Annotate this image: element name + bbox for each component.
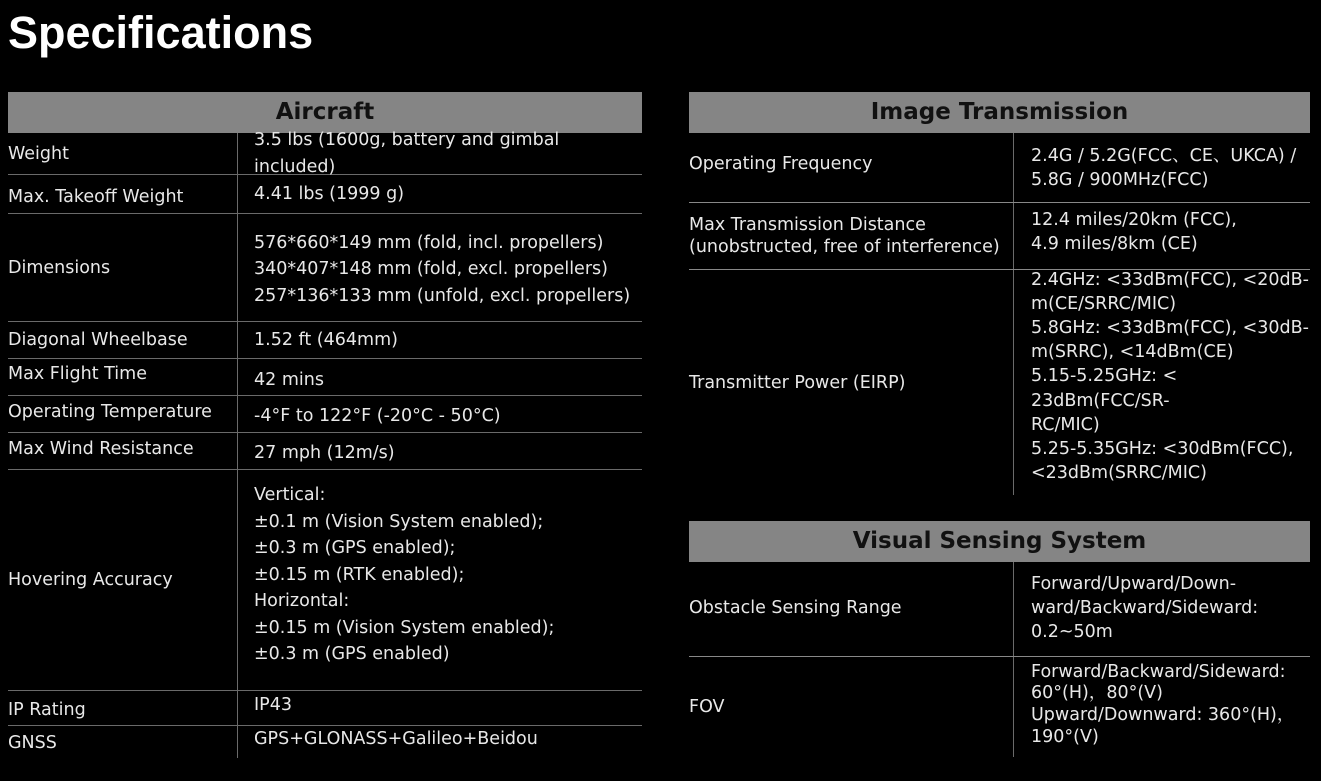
spec-value-line: m(CE/SRRC/MIC) xyxy=(1031,293,1177,314)
spec-label-line: Obstacle Sensing Range xyxy=(689,598,902,618)
spec-value-line: 0.2~50m xyxy=(1031,622,1113,642)
spec-value-line: Horizontal: xyxy=(254,591,350,612)
table-row xyxy=(689,270,1310,495)
spec-value-line: Forward/Upward/Down- xyxy=(1031,574,1237,594)
spec-label: Diagonal Wheelbase xyxy=(8,322,238,358)
table-row xyxy=(8,214,642,322)
spec-value-line: 42 mins xyxy=(254,369,324,390)
spec-value-line: 2.4GHz: <33dBm(FCC), <20dB- xyxy=(1031,269,1309,290)
table-row xyxy=(8,130,642,177)
spec-label-line: Transmitter Power (EIRP) xyxy=(689,372,906,393)
spec-value-line: 190°(V) xyxy=(1031,726,1099,747)
spec-value-line: 2.4G / 5.2G(FCC、CE、UKCA) / xyxy=(1031,145,1297,166)
spec-value xyxy=(238,691,642,725)
spec-value-line: 5.25-5.35GHz: <30dBm(FCC), xyxy=(1031,439,1294,460)
table-row xyxy=(8,359,642,396)
spec-value xyxy=(238,130,642,177)
spec-value xyxy=(238,470,642,690)
spec-label-line: Max Transmission Distance xyxy=(689,215,926,235)
page-title: Specifications xyxy=(8,7,314,58)
spec-label: Operating Temperature xyxy=(8,396,238,432)
spec-value-line: 60°(H)，80°(V) xyxy=(1031,683,1163,704)
spec-label: IP Rating xyxy=(8,691,238,725)
table-row xyxy=(689,657,1310,757)
spec-value-line: Upward/Downward: 360°(H)， xyxy=(1031,705,1295,725)
spec-label: Max Wind Resistance xyxy=(8,433,238,469)
spec-value xyxy=(1014,562,1310,656)
spec-label-line: (unobstructed, free of interference) xyxy=(689,237,1000,257)
spec-value-line: 4.41 lbs (1999 g) xyxy=(254,183,405,204)
table-row xyxy=(689,133,1310,203)
spec-value-line: 576*660*149 mm (fold, incl. propellers) xyxy=(254,232,604,253)
spec-value-line: 340*407*148 mm (fold, excl. propellers) xyxy=(254,259,608,280)
spec-value-line: ±0.3 m (GPS enabled) xyxy=(254,644,450,665)
spec-label xyxy=(689,203,1014,269)
spec-value-line: -4°F to 122°F (-20°C - 50°C) xyxy=(254,405,501,426)
spec-value-line: Vertical: xyxy=(254,485,326,506)
spec-value xyxy=(1014,203,1310,269)
spec-value xyxy=(238,214,642,321)
image-transmission-header: Image Transmission xyxy=(689,92,1310,133)
spec-value-line: 5.8G / 900MHz(FCC) xyxy=(1031,169,1209,190)
table-row xyxy=(689,203,1310,270)
table-row xyxy=(8,726,642,758)
table-row xyxy=(689,562,1310,657)
spec-value-line: 1.52 ft (464mm) xyxy=(254,329,398,350)
spec-label xyxy=(689,657,1014,757)
spec-label: GNSS xyxy=(8,726,238,758)
spec-value-line: 12.4 miles/20km (FCC), xyxy=(1031,210,1237,230)
spec-value-line: ±0.15 m (Vision System enabled); xyxy=(254,617,555,638)
table-row xyxy=(8,691,642,726)
spec-value xyxy=(1014,270,1310,495)
table-row xyxy=(8,470,642,691)
spec-value-line: m(SRRC), <14dBm(CE) xyxy=(1031,342,1234,363)
table-row xyxy=(8,396,642,433)
image-transmission-table xyxy=(689,92,1310,495)
spec-value xyxy=(238,726,642,758)
spec-value-line: GPS+GLONASS+Galileo+Beidou xyxy=(254,728,538,749)
spec-value xyxy=(1014,657,1310,757)
spec-label xyxy=(689,133,1014,202)
spec-value-line: 3.5 lbs (1600g, battery and gimbal included) xyxy=(254,130,560,177)
spec-value xyxy=(238,322,642,358)
spec-value-line: 5.8GHz: <33dBm(FCC), <30dB- xyxy=(1031,318,1309,338)
spec-value-line: 27 mph (12m/s) xyxy=(254,442,395,463)
spec-value-line: ward/Backward/Sideward: xyxy=(1031,598,1259,618)
spec-value-line: Forward/Backward/Sideward: xyxy=(1031,661,1286,682)
aircraft-header: Aircraft xyxy=(8,92,642,133)
aircraft-table xyxy=(8,92,642,758)
spec-value-line: ±0.15 m (RTK enabled); xyxy=(254,564,465,585)
spec-value xyxy=(238,396,642,432)
spec-value xyxy=(1014,133,1310,202)
visual-sensing-table xyxy=(689,521,1310,757)
spec-value xyxy=(238,433,642,469)
spec-value-line: 4.9 miles/8km (CE) xyxy=(1031,234,1198,254)
table-row xyxy=(8,433,642,470)
spec-value-line: 257*136*133 mm (unfold, excl. propellers) xyxy=(254,285,631,306)
spec-label-line: Operating Frequency xyxy=(689,153,873,174)
spec-label xyxy=(689,270,1014,495)
spec-label xyxy=(689,562,1014,656)
spec-value-line: 5.15-5.25GHz: < 23dBm(FCC/SR- xyxy=(1031,366,1178,411)
spec-value-line: <23dBm(SRRC/MIC) xyxy=(1031,463,1207,484)
table-row xyxy=(8,175,642,214)
spec-value xyxy=(238,175,642,213)
spec-value-line: IP43 xyxy=(254,694,292,715)
spec-label: Max Flight Time xyxy=(8,359,238,395)
spec-label: Max. Takeoff Weight xyxy=(8,175,238,213)
spec-value-line: ±0.1 m (Vision System enabled); xyxy=(254,511,544,532)
spec-label: Dimensions xyxy=(8,214,238,321)
visual-sensing-header: Visual Sensing System xyxy=(689,521,1310,562)
spec-label-line: FOV xyxy=(689,697,725,717)
spec-label: Weight xyxy=(8,133,238,174)
spec-value-line: ±0.3 m (GPS enabled); xyxy=(254,538,456,559)
spec-value-line: RC/MIC) xyxy=(1031,414,1100,435)
spec-value xyxy=(238,359,642,395)
spec-label: Hovering Accuracy xyxy=(8,470,238,690)
table-row xyxy=(8,322,642,359)
